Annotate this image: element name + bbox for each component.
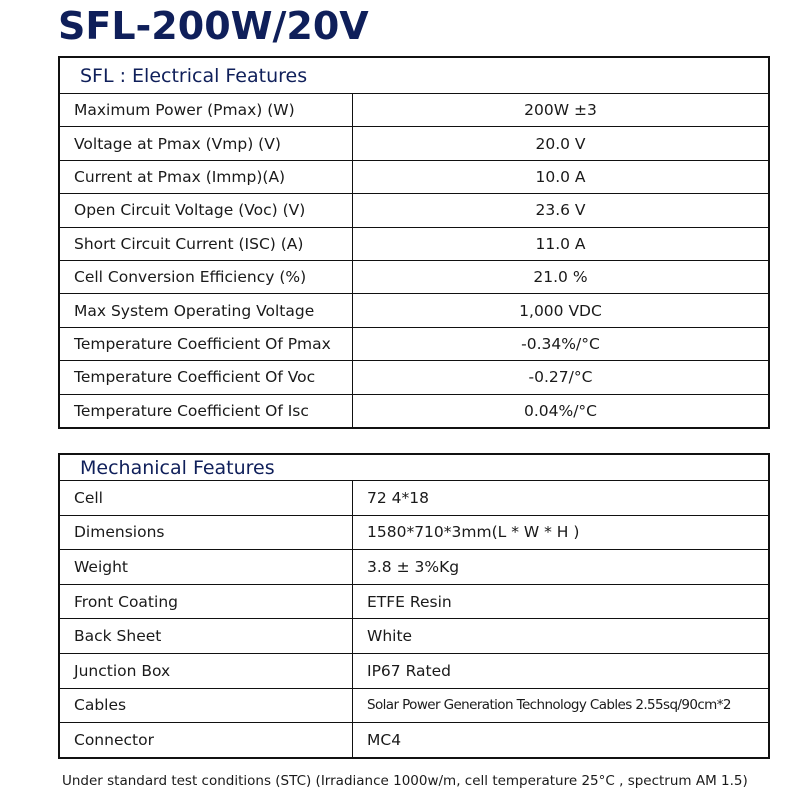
table-row [59,619,769,654]
spec-label: Temperature Coefficient Of Isc [59,394,353,428]
table-row [59,294,769,327]
spec-value: 200W ±3 [353,94,770,127]
spec-label: Cables [59,688,353,723]
spec-label: Back Sheet [59,619,353,654]
table-row [59,160,769,193]
spec-value: 1580*710*3mm(L * W * H ) [353,515,770,550]
spec-label: Open Circuit Voltage (Voc) (V) [59,194,353,227]
table-row [59,94,769,127]
table-row [59,260,769,293]
spec-label: Front Coating [59,584,353,619]
spec-value: -0.27/°C [353,361,770,394]
spec-value: 3.8 ± 3%Kg [353,550,770,585]
table-row [59,327,769,360]
mechanical-features-table [58,453,770,759]
spec-label: Cell [59,481,353,516]
table-row [59,653,769,688]
footnote: Under standard test conditions (STC) (Irradiance 1000w/m, cell temperature 25°C , spectrum AM 1.5) [62,773,748,789]
table-row [59,723,769,758]
spec-label: Max System Operating Voltage [59,294,353,327]
spec-value: MC4 [353,723,770,758]
spec-value: IP67 Rated [353,653,770,688]
spec-value: 0.04%/°C [353,394,770,428]
spec-label: Dimensions [59,515,353,550]
table-row [59,550,769,585]
spec-value: ETFE Resin [353,584,770,619]
table-row [59,127,769,160]
table-row [59,688,769,723]
table-row [59,194,769,227]
spec-label: Temperature Coefficient Of Voc [59,361,353,394]
table-row [59,227,769,260]
table-row [59,394,769,428]
spec-label: Connector [59,723,353,758]
spec-value: -0.34%/°C [353,327,770,360]
spec-label: Junction Box [59,653,353,688]
spec-value: 1,000 VDC [353,294,770,327]
spec-value: 23.6 V [353,194,770,227]
spec-value: 10.0 A [353,160,770,193]
spec-label: Maximum Power (Pmax) (W) [59,94,353,127]
spec-value: 11.0 A [353,227,770,260]
table-row [59,515,769,550]
spec-value: 21.0 % [353,260,770,293]
electrical-header: SFL : Electrical Features [59,57,769,94]
mechanical-header: Mechanical Features [59,454,769,481]
spec-label: Weight [59,550,353,585]
spec-value: 72 4*18 [353,481,770,516]
spec-label: Current at Pmax (Immp)(A) [59,160,353,193]
table-row [59,481,769,516]
spec-label: Temperature Coefficient Of Pmax [59,327,353,360]
spec-value: Solar Power Generation Technology Cables 2.55sq/90cm*2 [353,688,770,723]
table-row [59,584,769,619]
spec-label: Short Circuit Current (ISC) (A) [59,227,353,260]
electrical-features-table [58,56,770,429]
spec-label: Voltage at Pmax (Vmp) (V) [59,127,353,160]
page-title: SFL-200W/20V [58,4,369,48]
spec-value: 20.0 V [353,127,770,160]
spec-value: White [353,619,770,654]
table-row [59,361,769,394]
spec-label: Cell Conversion Efficiency (%) [59,260,353,293]
